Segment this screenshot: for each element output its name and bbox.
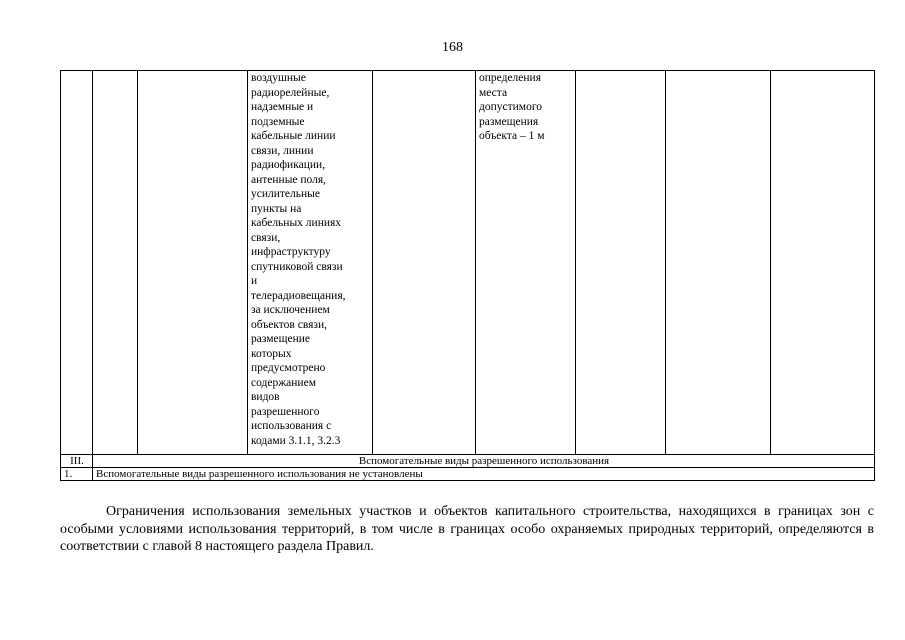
item-number: 1.	[61, 468, 93, 481]
section-title: Вспомогательные виды разрешенного использования	[93, 455, 875, 468]
regulations-table	[60, 70, 875, 481]
item-row	[61, 468, 875, 481]
table-cell-empty	[93, 71, 138, 455]
use-description-cell: воздушные радиорелейные, надземные и подземные кабельные линии связи, линии радиофикации, антенные поля, усилительные пункты на кабельных линиях связи, инфраструктуру спутниковой связи и телерадиовещания, за исключением объектов связи, размещение которых предусмотрено содержанием видов разрешенного использования с кодами 3.1.1, 3.2.3	[248, 71, 373, 455]
table-cell-empty	[666, 71, 771, 455]
table-row	[61, 71, 875, 455]
table-cell-empty	[771, 71, 875, 455]
table-cell-empty	[138, 71, 248, 455]
section-row	[61, 455, 875, 468]
table-cell-empty	[373, 71, 476, 455]
table-cell-empty	[61, 71, 93, 455]
item-text: Вспомогательные виды разрешенного использования не установлены	[93, 468, 875, 481]
parameter-cell: определения места допустимого размещения объекта – 1 м	[476, 71, 576, 455]
table-cell-empty	[576, 71, 666, 455]
page-number: 168	[442, 40, 463, 55]
section-number: III.	[61, 455, 93, 468]
restrictions-paragraph: Ограничения использования земельных участков и объектов капитального строительства, находящихся в границах зон с особыми условиями использования территорий, в том числе в границах особо охраняемых природных территорий, определяются в соответствии с главой 8 настоящего раздела Правил.	[60, 504, 874, 554]
